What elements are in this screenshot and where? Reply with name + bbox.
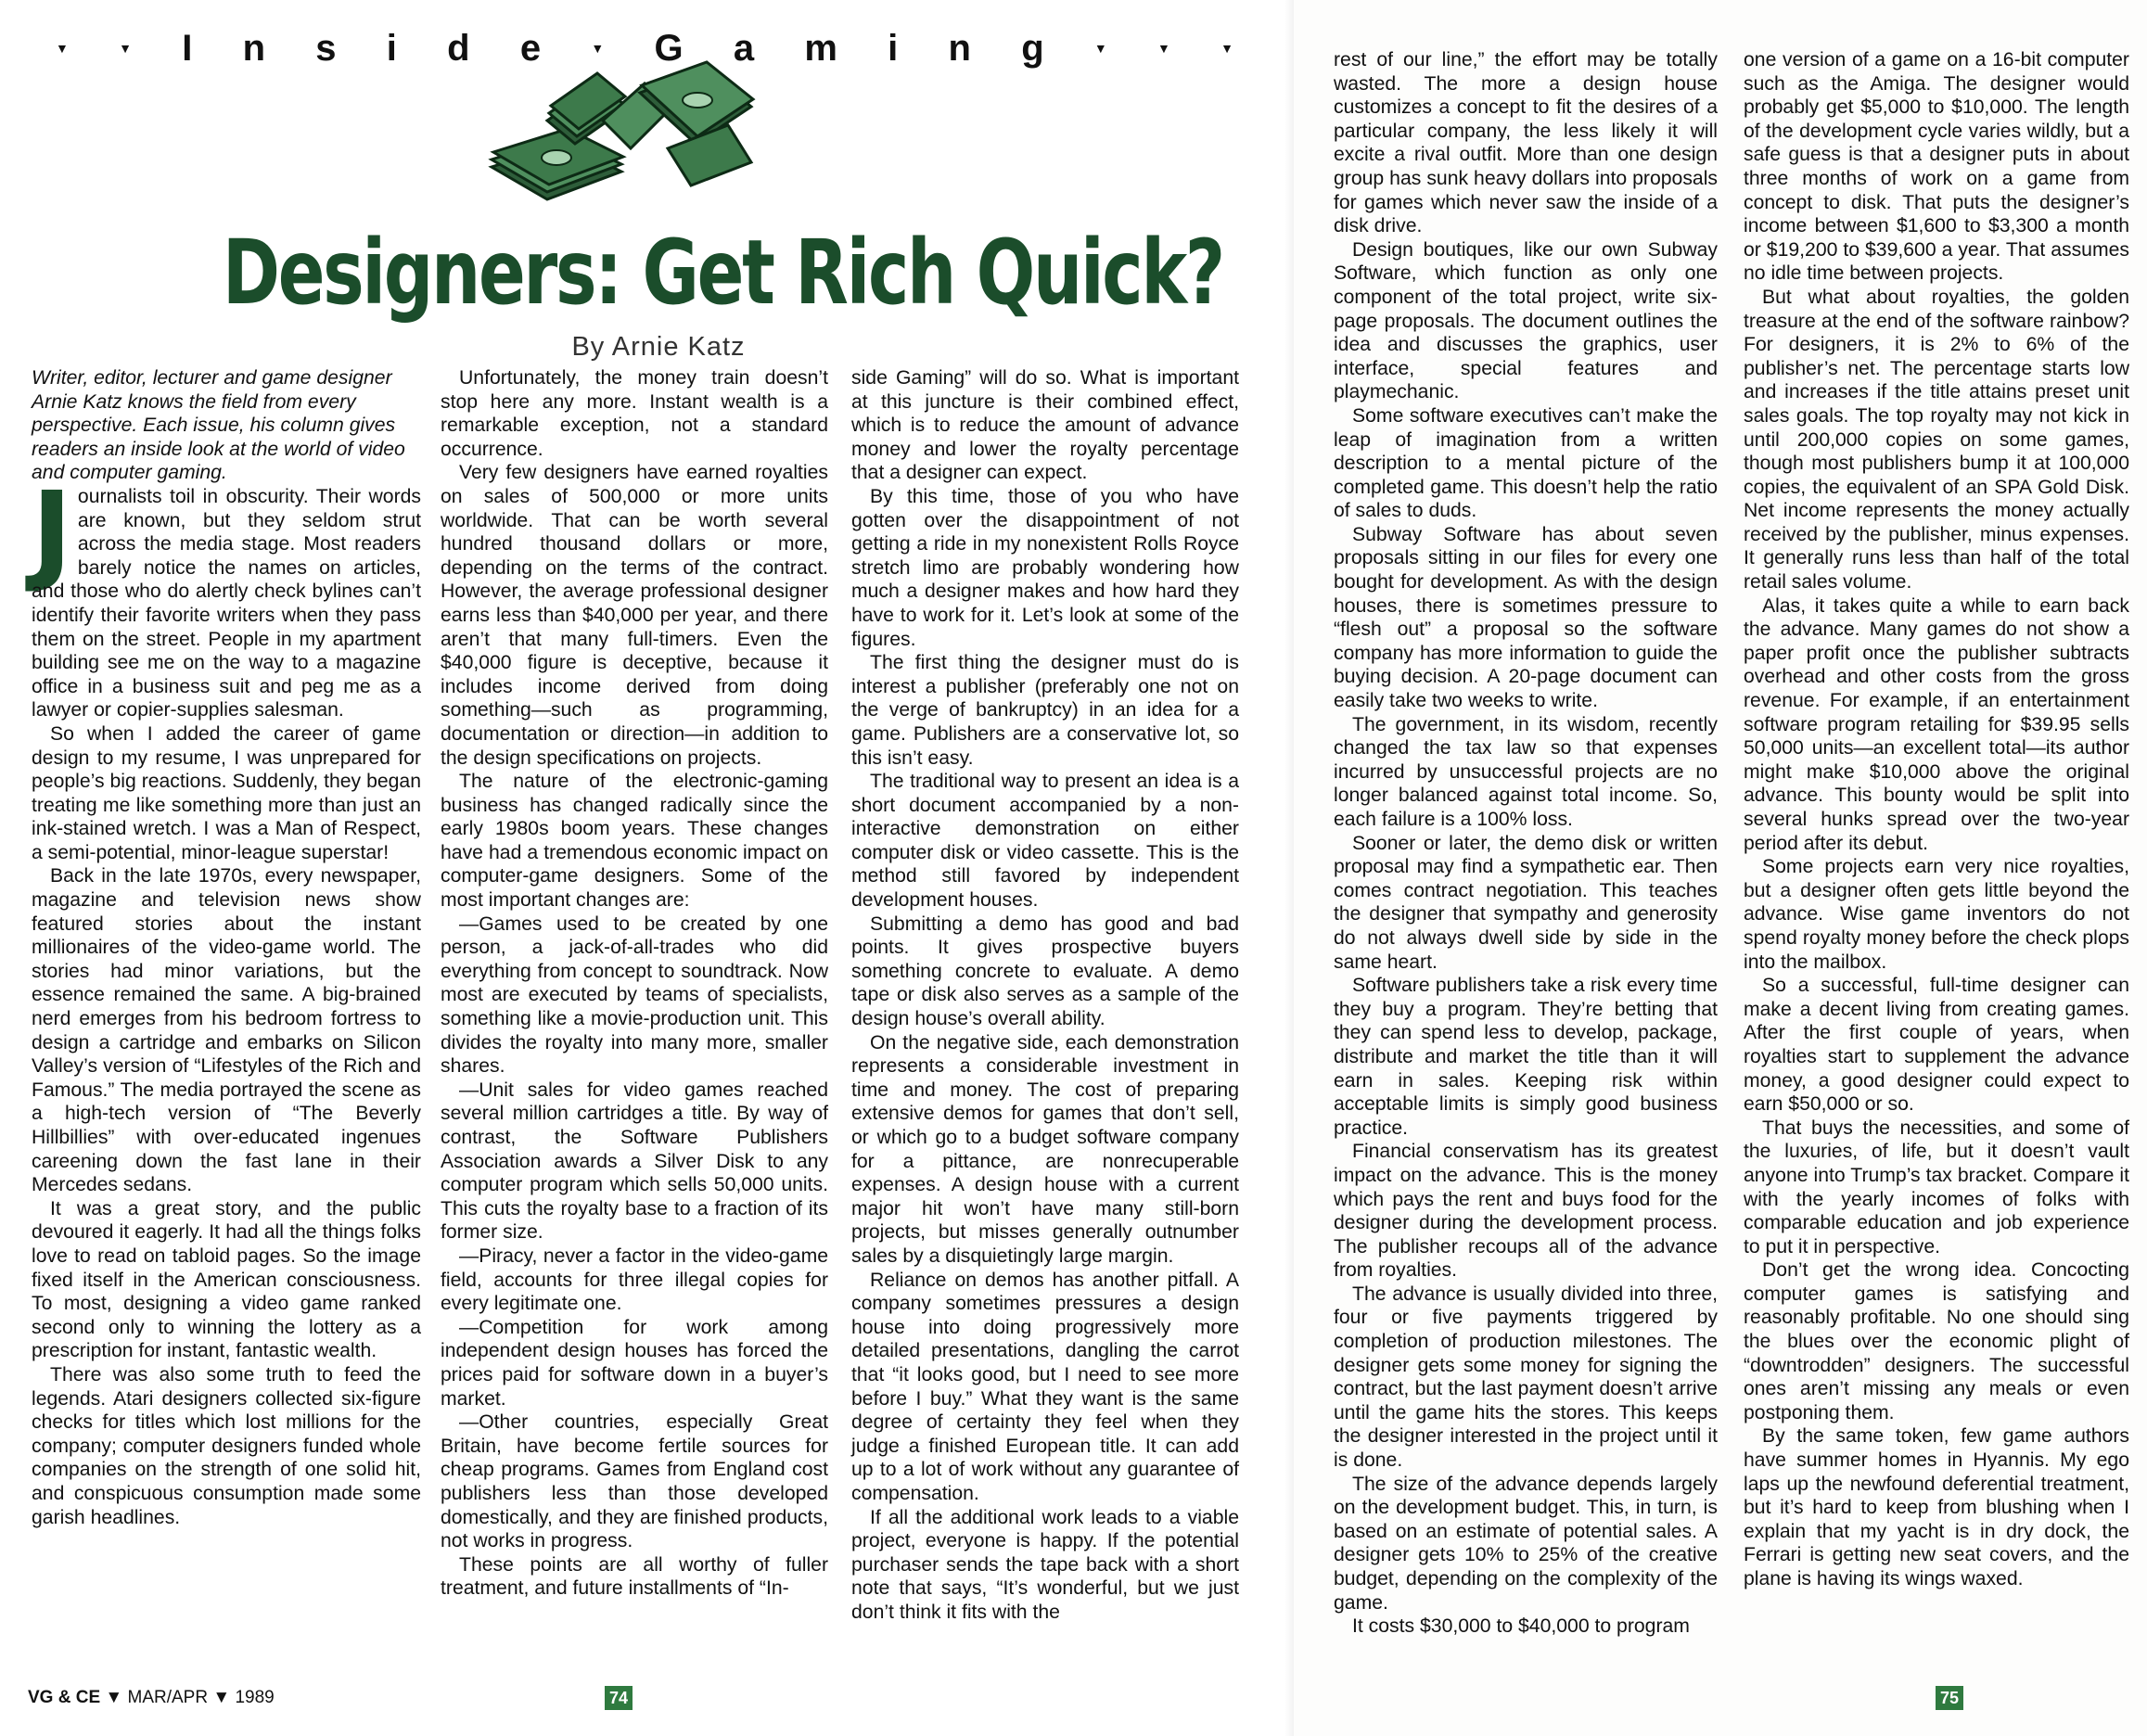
paragraph: Some projects earn very nice royalties, but a designer often gets little beyond the advance. Wise game inventors do not spend royalty money before the check plops into the mailbox. [1744, 856, 2129, 973]
author-intro: Writer, editor, lecturer and game designer Arnie Katz knows the field from every perspective. Each issue, his column gives readers an inside look at the world of video and computer gaming. [32, 367, 405, 484]
column-5 [1744, 48, 2129, 1591]
paragraph: Design boutiques, like our own Subway Software, which function as only one component of the total project, write six-page proposals. The document outlines the idea and discusses the graphics, user interface, special features and playmechanic. [1334, 238, 1718, 403]
paragraph: These points are all worthy of fuller treatment, and future installments of “In- [441, 1553, 828, 1600]
paragraph: Very few designers have earned royalties on sales of 500,000 or more units worldwide. That can be worth several hundred thousand dollars or more, depending on the terms of the contract. However, the average professional designer earns less than $40,000 per year, and there aren’t that many full-timers. Even the $40,000 figure is deceptive, because it includes income derived from doing something—such as programming, documentation or direction—in addition to the design specifications on projects. [441, 462, 828, 769]
paragraph: Some software executives can’t make the leap of imagination from a written description to a mental picture of the completed game. This doesn’t help the ratio of sales to duds. [1334, 404, 1718, 522]
paragraph: So a successful, full-time designer can make a decent living from creating games. After the first couple of years, when royalties start to supplement the advance money, a good designer could expect to earn $50,000 or so. [1744, 975, 2129, 1116]
paragraph: —Games used to be created by one person, a jack-of-all-trades who did everything from concept to soundtrack. Now most are executed by teams of specialists, something like a movie-production unit. This divides the royalty into many more, smaller shares. [441, 913, 828, 1078]
kicker-letter: i [386, 27, 397, 69]
kicker-letter: e [519, 27, 542, 69]
page-footer: VG & CE ▼ MAR/APR ▼ 1989 [28, 1688, 275, 1707]
paragraph: There was also some truth to feed the legends. Atari designers collected six-figure checks for titles which lost millions for the company; computer designers funded whole companies on the strength of one solid hit, and conspicuous consumption made some garish headlines. [32, 1363, 421, 1528]
section-kicker: ▼ ▼ I n s i d e ▼ G a m i n g ▼ ▼ ▼ [56, 27, 1233, 69]
drop-cap: J [32, 466, 72, 595]
kicker-letter: d [447, 27, 470, 69]
kicker-letter: a [733, 27, 755, 69]
issue-date: MAR/APR [127, 1688, 209, 1707]
paragraph: Sooner or later, the demo disk or written proposal may find a sympathetic ear. Then comes contract negotiation. This teaches the designer that sympathy and generosity do not always dwell side by side in the same heart. [1334, 832, 1718, 973]
paragraph: ournalists toil in obscurity. Their words are known, but they seldom strut across the media stage. Most readers barely notice the names on articles, and those who do alertly check bylines can’t identify their favorite writers when they pass them on the street. People in my apartment building see me on the way to a magazine office in a business suit and peg me as a lawyer or copier-supplies salesman. [32, 485, 421, 721]
paragraph: —Unit sales for video games reached several million cartridges a title. By way of contrast, the Software Publishers Association awards a Silver Disk to any computer program which sells 50,000 units. This cuts the royalty base to a fraction of its former size. [441, 1079, 828, 1244]
kicker-letter: i [888, 27, 899, 69]
paragraph: Back in the late 1970s, every newspaper, magazine and television news show featured stories about the instant millionaires of the video-game world. The stories had minor variations, but the essence remained the same. A big-brained nerd emerges from his bedroom fortress to design a cartridge and embarks on Silicon Valley’s version of “Lifestyles of the Rich and Famous.” The media portrayed the scene as a high-tech version of “The Beverly Hillbillies” with over-educated ingenues careening down the fast lane in their Mercedes sedans. [32, 865, 421, 1196]
article-headline: Designers: Get Rich Quick? [222, 221, 1223, 325]
kicker-letter: g [1021, 27, 1044, 69]
paragraph: That buys the necessities, and some of the luxuries, of life, but it doesn’t vault anyone into Trump’s tax bracket. Compare it with the yearly incomes of folks with comparable education and job experience to put it in perspective. [1744, 1117, 2129, 1257]
paragraph: The nature of the electronic-gaming business has changed radically since the early 1980s boom years. These changes have had a tremendous economic impact on computer-game designers. Some of the most important changes are: [441, 771, 828, 912]
paragraph: By this time, those of you who have gotten over the disappointment of not getting a ride in my nonexistent Rolls Royce stretch limo are probably wondering how much a designer makes and how hard they have to work for it. Let’s look at some of the figures. [851, 485, 1239, 650]
money-stacks-illustration [482, 56, 760, 213]
bill-stack-left-icon [492, 129, 623, 199]
paragraph: —Piracy, never a factor in the video-game field, accounts for three illegal copies for every legitimate one. [441, 1245, 828, 1315]
paragraph: one version of a game on a 16-bit computer such as the Amiga. The designer would probably get $5,000 to $10,000. The length of the development cycle varies wildly, but a safe guess is that a designer puts in about three months of work on a game from concept to disk. That puts the designer’s income between $1,600 to $3,300 a month or $19,200 to $39,600 a year. That assumes no idle time between projects. [1744, 49, 2129, 285]
column-3 [851, 366, 1239, 1624]
paragraph: Submitting a demo has good and bad points. It gives prospective buyers something concrete to evaluate. A demo tape or disk also serves as a sample of the design house’s overall ability. [851, 913, 1239, 1030]
paragraph: So when I added the career of game design to my resume, I was unprepared for people’s big reactions. Suddenly, they began treating me like something more than just an ink-stained wretch. I was a Man of Respect, a semi-potential, minor-league superstar! [32, 722, 421, 863]
paragraph: By the same token, few game authors have summer homes in Hyannis. My ego laps up the newfound deferential treatment, but it’s hard to keep from blushing when I explain that my yacht is in dry dock, the Ferrari is getting new seat covers, and the plane is having its wings waxed. [1744, 1425, 2129, 1589]
column-2 [441, 366, 828, 1601]
magazine-name: VG & CE [28, 1688, 101, 1707]
kicker-letter: s [315, 27, 337, 69]
paragraph: Unfortunately, the money train doesn’t stop here any more. Instant wealth is a remarkable exception, not a standard occurrence. [441, 367, 828, 460]
paragraph: If all the additional work leads to a viable project, everyone is happy. If the potential purchaser sends the tape back with a short note that says, “It’s wonderful, but we just don’t think it fits with the [851, 1506, 1239, 1623]
paragraph: Don’t get the wrong idea. Concocting computer games is satisfying and reasonably profitable. No one should sing the blues over the economic plight of “downtrodden” designers. The successful ones aren’t missing any meals or even postponing them. [1744, 1259, 2129, 1423]
kicker-letter: n [948, 27, 971, 69]
paragraph: The traditional way to present an idea is a short document accompanied by a non-interactive demonstration on either computer disk or video cassette. This is the method still favored by independent development houses. [851, 771, 1239, 912]
kicker-letter: m [804, 27, 837, 69]
column-4 [1334, 48, 1718, 1639]
paragraph: Software publishers take a risk every time they buy a program. They’re betting that they can spend less to develop, package, distribute and market the title than it will earn in sales. Keeping risk within acceptable limits is simply good business practice. [1334, 975, 1718, 1139]
paragraph: —Competition for work among independent design houses has forced the prices paid for software down in a buyer’s market. [441, 1316, 828, 1410]
paragraph: Alas, it takes quite a while to earn back the advance. Many games do not show a paper profit once the publisher subtracts overhead and other costs from the gross revenue. For example, if an entertainment software program retailing for $39.95 sells 50,000 units—an excellent total—its author might make $10,000 above the original advance. This bounty would be split into several hunks spread over the two-year period after its debut. [1744, 594, 2129, 854]
paragraph: side Gaming” will do so. What is important at this juncture is their combined effect, which is to reduce the amount of advance money and lower the royalty percentage that a designer can expect. [851, 367, 1239, 484]
kicker-letter: G [654, 27, 684, 69]
paragraph: The government, in its wisdom, recently changed the tax law so that expenses incurred by unsuccessful projects are no longer balanced against total income. So, each failure is a 100% loss. [1334, 713, 1718, 830]
paragraph: But what about royalties, the golden treasure at the end of the software rainbow? For designers, it is 2% to 6% of the publisher’s net. The percentage starts low and increases if the title attains preset unit sales goals. The top royalty may not kick in until 200,000 copies on some games, though most publishers bump it at 100,000 copies, the equivalent of an SPA Gold Disk. Net income represents the money actually received by the publisher, minus expenses. It generally runs less than half of the total retail sales volume. [1744, 286, 2129, 594]
page-number-left: 74 [605, 1686, 633, 1710]
paragraph: —Other countries, especially Great Britain, have become fertile sources for cheap programs. Games from England cost publishers less than those developed domestically, and they are finished products, not works in progress. [441, 1411, 828, 1552]
paragraph: Financial conservatism has its greatest impact on the advance. This is the money which pays the rent and buys food for the designer during the development process. The publisher recoups all of the advance from royalties. [1334, 1141, 1718, 1282]
paragraph: Reliance on demos has another pitfall. A company sometimes pressures a design house into doing progressively more detailed presentations, dangling the carrot that “it looks good, but I need to see more before I buy.” What they want is the same degree of certainty they feel when they judge a finished European title. It can add up to a lot of work without any guarantee of compensation. [851, 1269, 1239, 1504]
paragraph: The advance is usually divided into three, four or five payments triggered by completion of production milestones. The designer gets some money for signing the contract, but the last payment doesn’t arrive until the game hits the stores. This keeps the designer interested in the project until it is done. [1334, 1283, 1718, 1472]
paragraph: On the negative side, each demonstration represents a considerable investment in time and money. The cost of preparing extensive demos for games that don’t sell, or which go to a budget software company for a pittance, are nonrecuperable expenses. A design house with a current major hit won’t have many still-born projects, but misses generally outnumber sales by a disquietingly large margin. [851, 1031, 1239, 1267]
paragraph: The first thing the designer must do is interest a publisher (preferably one not on the verge of bankruptcy) in an idea for a game. Publishers are a conservative lot, so this isn’t easy. [851, 652, 1239, 769]
paragraph: Subway Software has about seven proposals sitting in our files for every one bought for development. As with the design houses, there is sometimes pressure to “flesh out” a proposal so the software company has more information to guide the buying decision. A 20-page document can easily take two weeks to write. [1334, 523, 1718, 712]
paragraph: rest of our line,” the effort may be totally wasted. The more a design house customizes a concept to fit the desires of a particular company, the less likely it will excite a rival outfit. More than one design group has sunk heavy dollars into proposals for games which never saw the inside of a disk drive. [1334, 49, 1718, 237]
kicker-letter: n [242, 27, 266, 69]
paragraph: It costs $30,000 to $40,000 to program [1352, 1615, 1690, 1638]
paragraph: It was a great story, and the public devoured it eagerly. It had all the things folks love to read on tabloid pages. So the image fixed itself in the American consciousness. To most, designing a video game ranked second only to winning the lottery as a prescription for instant, fantastic wealth. [32, 1197, 421, 1362]
issue-year: 1989 [235, 1688, 275, 1707]
column-1 [32, 366, 421, 1529]
kicker-letter: I [182, 27, 193, 69]
paragraph: The size of the advance depends largely on the development budget. This, in turn, is based on an estimate of potential sales. A designer gets 10% to 25% of the creative budget, depending on the complexity of the game. [1334, 1473, 1718, 1614]
article-byline: By Arnie Katz [571, 332, 746, 362]
page-number-right: 75 [1936, 1686, 1963, 1710]
